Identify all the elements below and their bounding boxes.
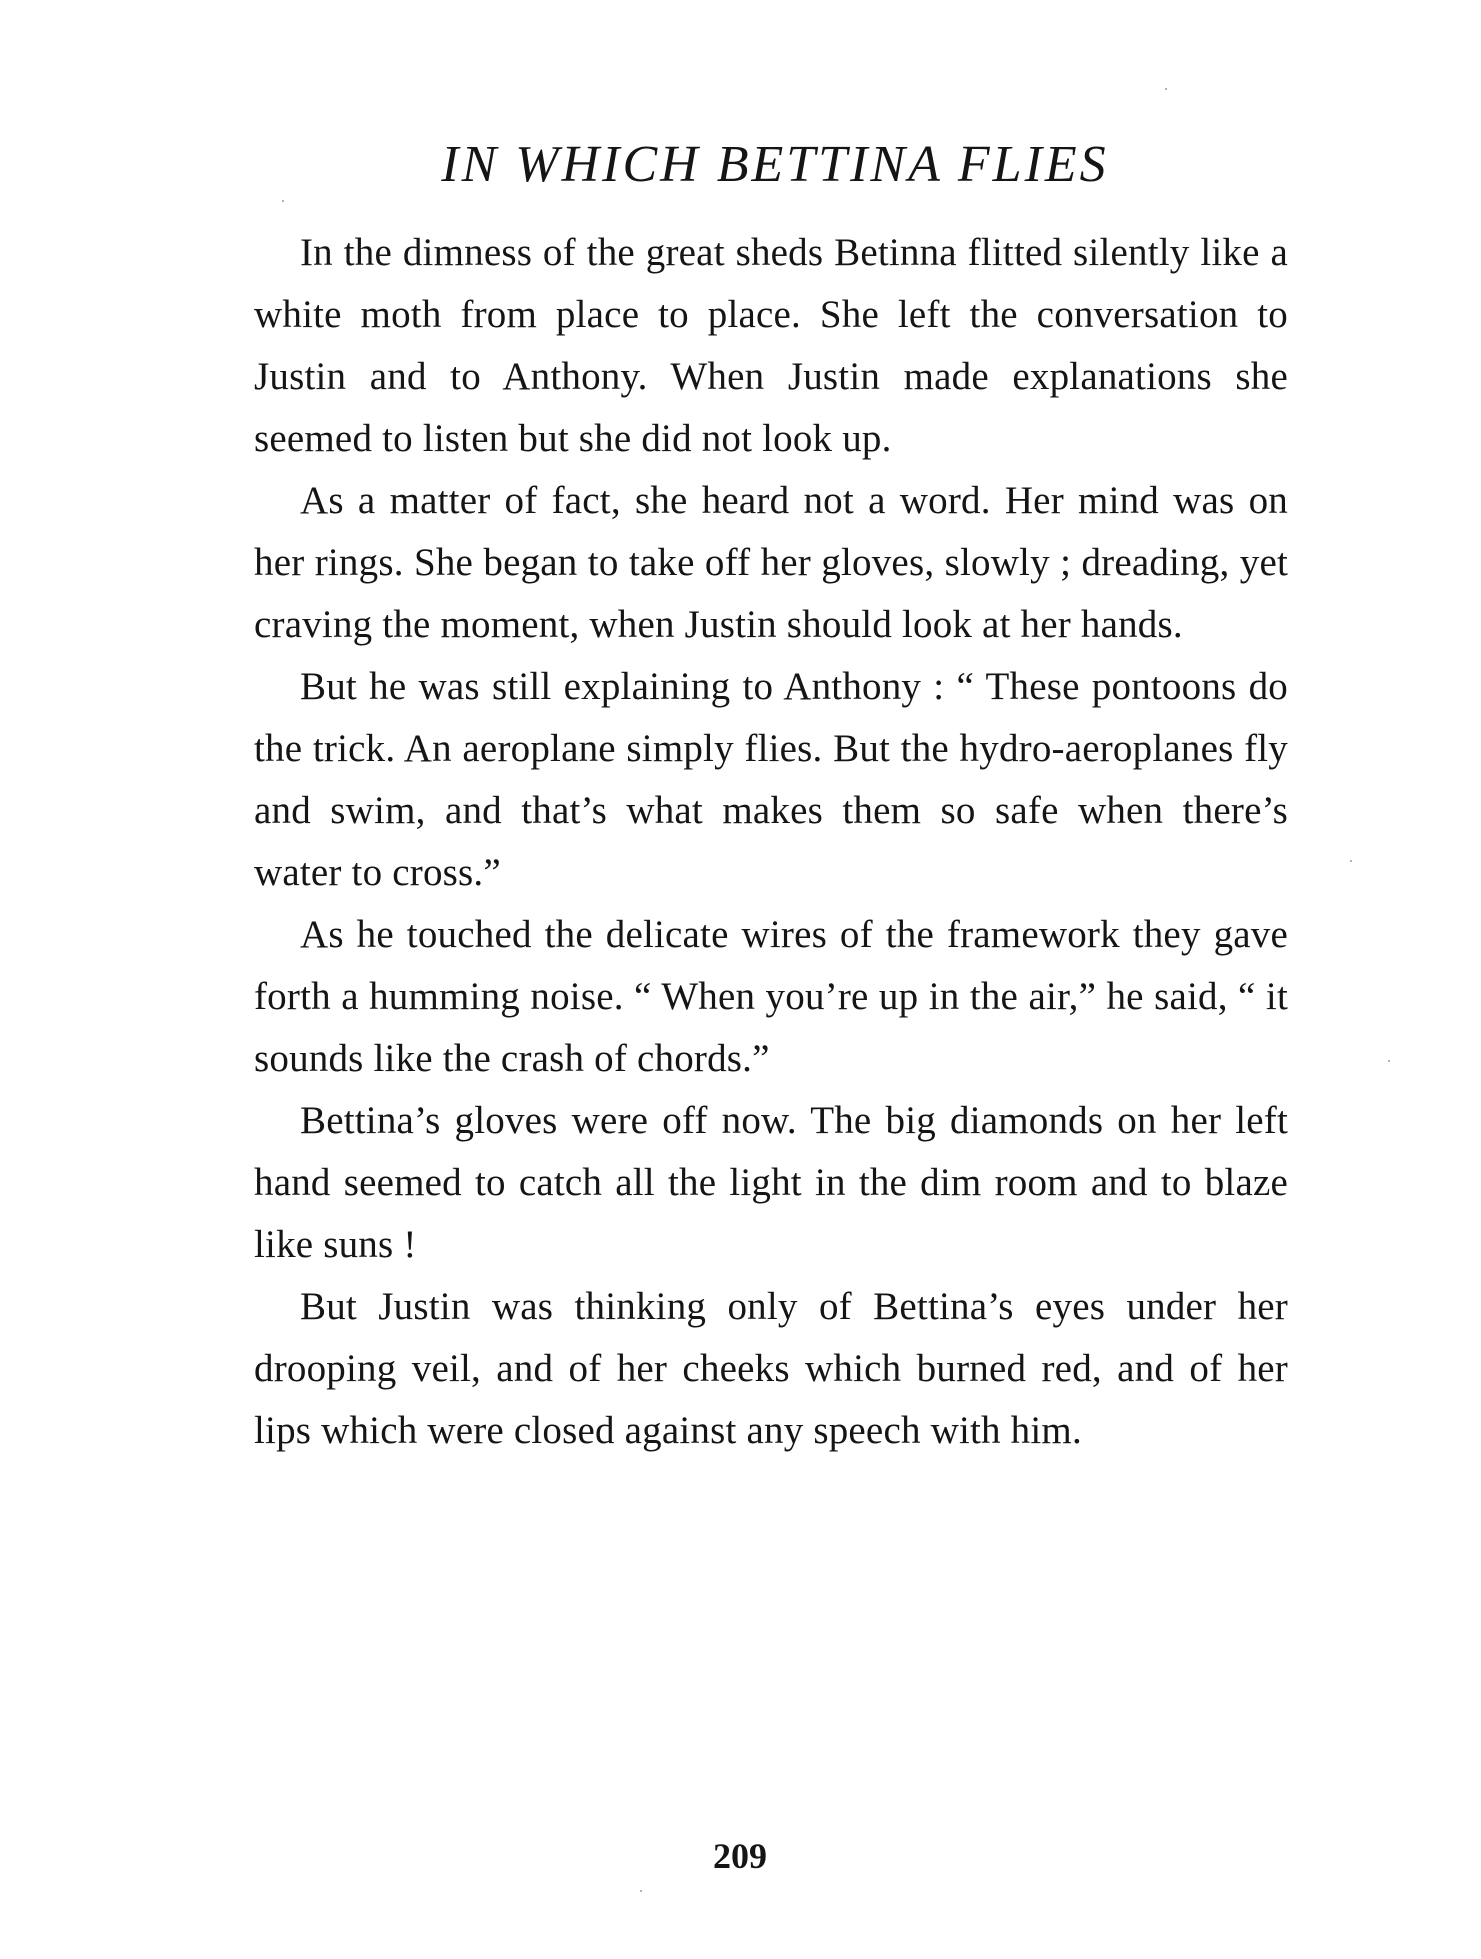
- page-number: 209: [713, 1836, 767, 1876]
- paragraph: But Justin was thinking only of Bettina’s eyes under her drooping veil, and of her cheeks which burned red, and of her lips which were closed against any speech with him.: [254, 1285, 1288, 1452]
- paragraph: But he was still explaining to Anthony : “ These pontoons do the trick. An aeroplane simply flies. But the hydro-aeroplanes fly and swim, and that’s what makes them so safe when there’s water to cross.”: [254, 665, 1288, 894]
- paragraph: As he touched the delicate wires of the framework they gave forth a humming noise. “ When you’re up in the air,” he said, “ it sounds like the crash of chords.”: [254, 913, 1288, 1080]
- paper-speck: [1165, 88, 1167, 90]
- paper-speck: [640, 1890, 642, 1892]
- paragraph: Bettina’s gloves were off now. The big diamonds on her left hand seemed to catch all the light in the dim room and to blaze like suns !: [254, 1099, 1288, 1266]
- paragraph: As a matter of fact, she heard not a word. Her mind was on her rings. She began to take off her gloves, slowly ; dreading, yet craving the moment, when Justin should look at her hands.: [254, 479, 1288, 646]
- paper-speck: [1350, 860, 1352, 862]
- paragraph: In the dimness of the great sheds Betinna flitted silently like a white moth from place to place. She left the conversation to Justin and to Anthony. When Justin made explanations she seemed to listen but she did not look up.: [254, 231, 1288, 460]
- paper-speck: [1388, 1060, 1390, 1062]
- paper-speck: [282, 200, 284, 202]
- body-text: [254, 222, 1288, 1462]
- running-head: IN WHICH BETTINA FLIES: [441, 136, 1109, 193]
